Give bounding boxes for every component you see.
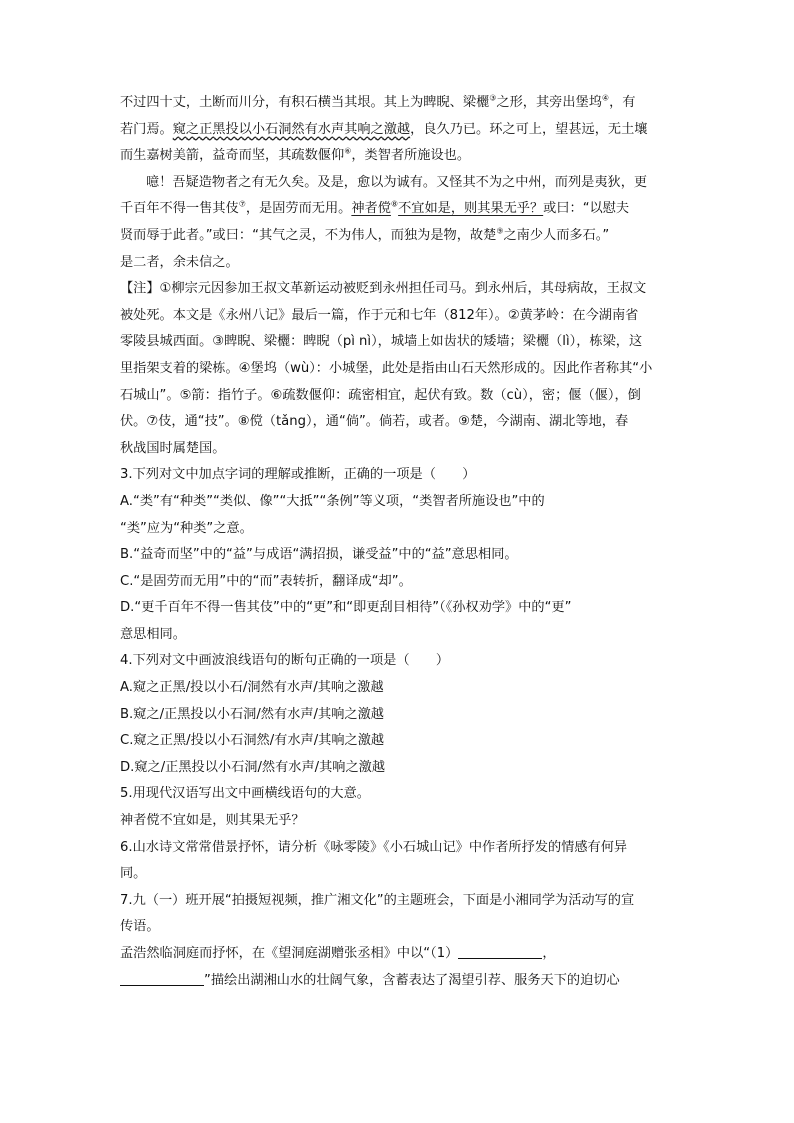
- option-d: [120, 595, 680, 622]
- question-stem-cont: [120, 861, 680, 888]
- text: 被处死。本文是《永州八记》最后一篇，作于元和七年（812年）。②黄茅岭：在今湖南省: [120, 307, 639, 323]
- text: 千百年不得一售其伎: [120, 201, 239, 217]
- text: 零陵县城西面。③睥睨、梁欐：睥睨（pì nì），城墙上如齿状的矮墙；梁欐（lì），栋梁，这: [120, 334, 643, 350]
- option-c: [120, 569, 680, 596]
- footnote-mark: ⑦: [238, 199, 246, 209]
- option-a-cont: [120, 516, 680, 543]
- text: “类”应为“种类”之意。: [120, 520, 253, 536]
- wavy-underlined-sentence: 窥之正黑投以小石洞然有水声其响之激越: [172, 121, 411, 137]
- option-c: [120, 728, 680, 755]
- text: 神者傥不宜如是，则其果无乎？: [120, 813, 305, 829]
- text: ，类智者所施设也。: [351, 148, 471, 164]
- question-sentence: [120, 808, 680, 835]
- notes-line: [120, 409, 680, 436]
- footnote-mark: ⑧: [390, 199, 399, 209]
- text: 之形，其旁出堡坞: [496, 95, 602, 110]
- text: B.窥之/正黑投以小石洞/然有水声/其响之激越: [120, 706, 384, 722]
- underlined-sentence: 神者傥: [351, 201, 391, 217]
- text: 不过四十丈，土断而川分，有积石横当其垠。其上为睥睨、梁欐: [120, 95, 490, 110]
- option-a: [120, 489, 680, 516]
- option-d-cont: [120, 622, 680, 649]
- text: ，是固劳而无用。: [245, 201, 352, 217]
- option-a: [120, 675, 680, 702]
- text: 孟浩然临洞庭而抒怀，在《望洞庭湖赠张丞相》中以“（1）: [120, 946, 459, 961]
- notes-line: [120, 329, 680, 356]
- document-content: [120, 90, 680, 994]
- text: C.“是固劳而无用”中的“而”表转折，翻译成“却”。: [120, 573, 412, 589]
- notes-line: [120, 383, 680, 410]
- question-stem: [120, 462, 680, 489]
- text: ，良久乃已。环之可上，望甚远，无土壤: [410, 121, 648, 137]
- text: 【注】①柳宗元因参加王叔文革新运动被贬到永州担任司马。到永州后，其母病故，王叔文: [120, 281, 647, 297]
- passage-line: [120, 223, 680, 250]
- question-body: [120, 968, 680, 995]
- text: 4.下列对文中画波浪线语句的断句正确的一项是（ ）: [120, 653, 450, 669]
- text: ，有: [609, 95, 636, 110]
- text: D.窥之/正黑投以小石洞/然有水声/其响之激越: [120, 759, 386, 775]
- question-body: [120, 941, 680, 968]
- text: D.“更千百年不得一售其伎”中的“更”和“即更刮目相待”（《孙权劝学》中的“更”: [120, 600, 572, 616]
- text: 传语。: [120, 919, 160, 935]
- text: 6.山水诗文常常借景抒怀，请分析《咏零陵》《小石城山记》中作者所抒发的情感有何异: [120, 839, 628, 855]
- option-d: [120, 755, 680, 782]
- text: 贤而辱于此者。”或曰：“其气之灵，不为伟人，而独为是物，故楚: [120, 227, 497, 243]
- passage-line: [120, 250, 680, 277]
- text: 伏。⑦伎，通“技”。⑧傥（tǎng），通“倘”。倘若，或者。⑨楚，今湖南、湖北等地，春: [120, 414, 629, 430]
- answer-blank[interactable]: [458, 944, 542, 959]
- footnote-mark: ③: [489, 93, 497, 103]
- passage-line: [120, 196, 680, 223]
- question-stem: [120, 648, 680, 675]
- footnote-mark: ⑨: [496, 226, 504, 236]
- footnote-mark: ④: [601, 93, 610, 103]
- text: 秋战国时属楚国。: [120, 440, 226, 456]
- text: B.“益奇而坚”中的“益”与成语“满招损，谦受益”中的“益”意思相同。: [120, 547, 518, 563]
- text: 若门焉。: [120, 121, 173, 137]
- text: 3.下列对文中加点字词的理解或推断，正确的一项是（ ）: [120, 467, 476, 483]
- question-stem: [120, 781, 680, 808]
- text: 或曰：“以慰夫: [543, 201, 630, 217]
- notes-line: [120, 436, 680, 463]
- option-b: [120, 702, 680, 729]
- text: 里指架支着的梁栋。④堡坞（wù）：小城堡，此处是指由山石天然形成的。因此作者称其“小: [120, 360, 653, 376]
- underlined-sentence: 不宜如是，则其果无乎？: [398, 201, 544, 217]
- text: 之南少人而多石。”: [503, 227, 610, 243]
- footnote-mark: ⑥: [344, 146, 352, 156]
- answer-blank[interactable]: [120, 971, 204, 986]
- text: 意思相同。: [120, 626, 186, 642]
- text: ”描绘出湖湘山水的壮阔气象，含蓄表达了渴望引荐、服务天下的迫切心: [204, 972, 620, 988]
- option-b: [120, 542, 680, 569]
- text: A.“类”有“种类”“类似、像”“大抵”“条例”等义项，“类智者所施设也”中的: [120, 493, 545, 509]
- passage-line: [120, 117, 680, 144]
- text: 同。: [120, 866, 147, 882]
- text: 7.九（一）班开展“拍摄短视频，推广湘文化”的主题班会，下面是小湘同学为活动写的宣: [120, 892, 635, 908]
- text: A.窥之正黑/投以小石/洞然有水声/其响之激越: [120, 680, 384, 696]
- passage-line: [120, 143, 680, 170]
- question-stem: [120, 888, 680, 915]
- passage-line: [120, 90, 680, 117]
- text: 5.用现代汉语写出文中画横线语句的大意。: [120, 786, 370, 802]
- text: ，: [542, 946, 556, 961]
- text: 噫！吾疑造物者之有无久矣。及是，愈以为诚有。又怪其不为之中州，而列是夷狄，更: [146, 174, 648, 190]
- notes-line: [120, 276, 680, 303]
- text: 是二者，余未信之。: [120, 254, 239, 270]
- question-stem: [120, 835, 680, 862]
- notes-line: [120, 356, 680, 383]
- question-stem-cont: [120, 914, 680, 941]
- text: 石城山”。⑤箭：指竹子。⑥疏数偃仰：疏密相宜，起伏有致。数（cù），密；偃（偃），倒: [120, 387, 641, 403]
- passage-line: [120, 170, 680, 197]
- text: C.窥之正黑/投以小石洞然/有水声/其响之激越: [120, 733, 385, 749]
- notes-line: [120, 303, 680, 330]
- text: 而生嘉树美箭，益奇而坚，其疏数偃仰: [120, 148, 345, 164]
